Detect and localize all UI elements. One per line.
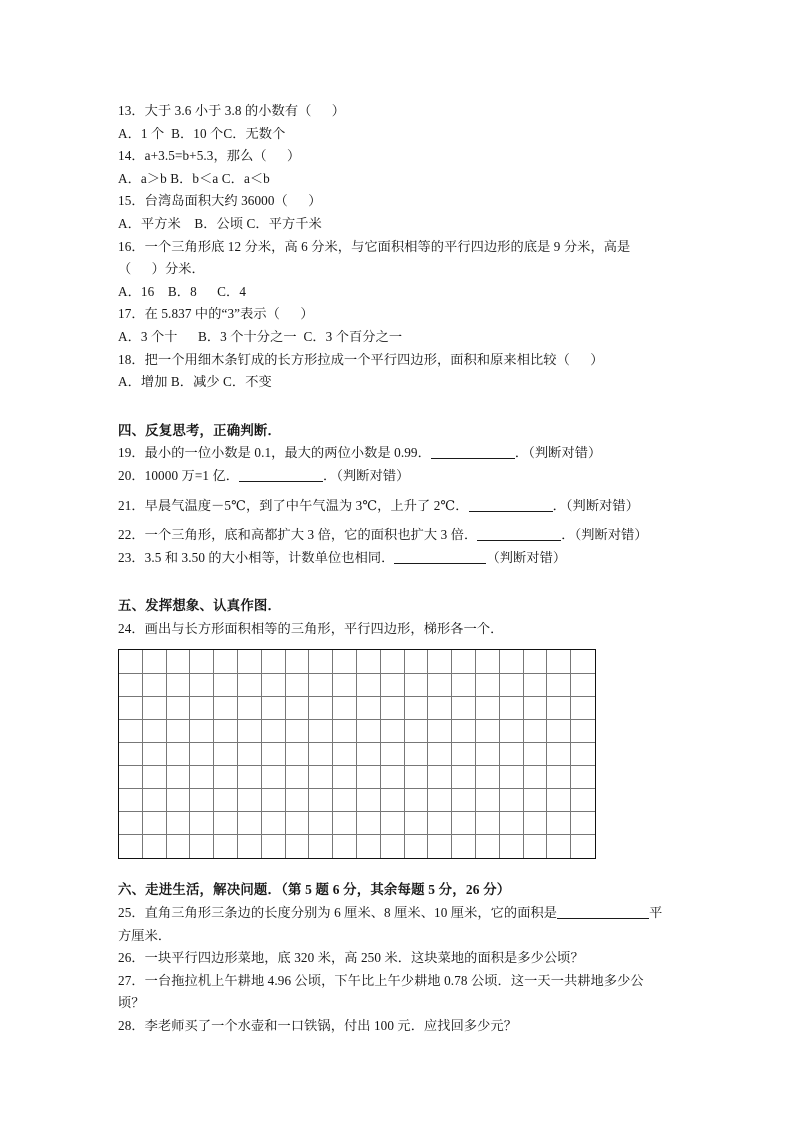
- grid-cell[interactable]: [143, 650, 167, 673]
- grid-cell[interactable]: [500, 766, 524, 789]
- question-20-suffix: ．（判断对错）: [323, 467, 410, 483]
- question-24-stem: 24．画出与长方形面积相等的三角形，平行四边形，梯形各一个．: [118, 620, 504, 636]
- grid-cell[interactable]: [405, 650, 429, 673]
- grid-cell[interactable]: [286, 789, 310, 812]
- question-18-stem: 18．把一个用细木条钉成的长方形拉成一个平行四边形，面积和原来相比较（ ）: [118, 351, 604, 367]
- grid-cell[interactable]: [262, 743, 286, 766]
- grid-cell[interactable]: [143, 789, 167, 812]
- grid-cell[interactable]: [357, 766, 381, 789]
- grid-cell[interactable]: [357, 743, 381, 766]
- question-23-suffix: （判断对错）: [486, 549, 567, 565]
- question-15-options: A．平方米 B．公顷 C．平方千米: [118, 215, 322, 231]
- grid-cell[interactable]: [452, 835, 476, 858]
- grid-cell[interactable]: [333, 835, 357, 858]
- grid-cell[interactable]: [143, 720, 167, 743]
- grid-cell[interactable]: [452, 720, 476, 743]
- grid-cell[interactable]: [428, 812, 452, 835]
- question-20-text: 20．10000 万=1 亿．: [118, 467, 240, 483]
- grid-cell[interactable]: [167, 650, 191, 673]
- grid-cell[interactable]: [500, 835, 524, 858]
- grid-cell[interactable]: [452, 697, 476, 720]
- grid-cell[interactable]: [428, 743, 452, 766]
- question-19-suffix: ．（判断对错）: [514, 445, 602, 461]
- grid-cell[interactable]: [333, 674, 357, 697]
- grid-cell[interactable]: [214, 812, 238, 835]
- grid-cell[interactable]: [476, 720, 500, 743]
- grid-cell[interactable]: [452, 812, 476, 835]
- grid-cell[interactable]: [333, 650, 357, 673]
- grid-cell[interactable]: [167, 789, 191, 812]
- grid-cell[interactable]: [333, 766, 357, 789]
- question-20: [118, 465, 675, 488]
- grid-cell[interactable]: [238, 789, 262, 812]
- grid-cell[interactable]: [500, 720, 524, 743]
- grid-cell[interactable]: [286, 674, 310, 697]
- section-five-heading: 五、发挥想象、认真作图．: [118, 598, 282, 614]
- grid-cell[interactable]: [524, 674, 548, 697]
- grid-cell[interactable]: [190, 674, 214, 697]
- grid-cell[interactable]: [262, 720, 286, 743]
- grid-cell[interactable]: [190, 835, 214, 858]
- grid-cell[interactable]: [571, 697, 595, 720]
- question-19-text: 19．最小的一位小数是 0.1，最大的两位小数是 0.99．: [118, 445, 431, 461]
- grid-cell[interactable]: [547, 766, 571, 789]
- grid-cell[interactable]: [571, 789, 595, 812]
- grid-cell[interactable]: [381, 789, 405, 812]
- grid-cell[interactable]: [524, 650, 548, 673]
- question-14-options: A．a＞b B．b＜a C．a＜b: [118, 170, 270, 186]
- grid-cell[interactable]: [428, 789, 452, 812]
- grid-cell[interactable]: [405, 720, 429, 743]
- grid-cell[interactable]: [190, 812, 214, 835]
- grid-cell[interactable]: [524, 743, 548, 766]
- spacer-q21-q22: [118, 517, 675, 524]
- drawing-grid[interactable]: [118, 649, 596, 859]
- grid-cell[interactable]: [286, 766, 310, 789]
- section-four: [118, 420, 675, 570]
- grid-cell[interactable]: [167, 697, 191, 720]
- grid-cell[interactable]: [238, 720, 262, 743]
- grid-cell[interactable]: [238, 674, 262, 697]
- grid-cell[interactable]: [309, 766, 333, 789]
- grid-cell[interactable]: [381, 766, 405, 789]
- question-25-text: 25．直角三角形三条边的长度分别为 6 厘米、8 厘米、10 厘米，它的面积是: [118, 905, 558, 921]
- answer-blank-25[interactable]: [557, 905, 649, 919]
- question-25-unit-prefix: 平: [649, 905, 663, 921]
- grid-cell[interactable]: [476, 697, 500, 720]
- grid-cell[interactable]: [238, 812, 262, 835]
- section-six-heading: 六、走进生活，解决问题．（第 5 题 6 分，其余每题 5 分，26 分）: [118, 882, 511, 898]
- grid-cell[interactable]: [286, 835, 310, 858]
- question-16-options: A．16 B．8 C．4: [118, 283, 247, 299]
- grid-cell[interactable]: [214, 789, 238, 812]
- grid-cell[interactable]: [238, 743, 262, 766]
- grid-cell[interactable]: [452, 743, 476, 766]
- grid-cell[interactable]: [357, 650, 381, 673]
- grid-cell[interactable]: [571, 743, 595, 766]
- grid-cell[interactable]: [262, 697, 286, 720]
- grid-cell[interactable]: [476, 674, 500, 697]
- grid-cell[interactable]: [547, 743, 571, 766]
- grid-cell[interactable]: [262, 674, 286, 697]
- grid-cell[interactable]: [405, 743, 429, 766]
- grid-cell[interactable]: [333, 720, 357, 743]
- grid-cell[interactable]: [381, 650, 405, 673]
- grid-cell[interactable]: [571, 835, 595, 858]
- grid-cell[interactable]: [428, 766, 452, 789]
- grid-cell[interactable]: [167, 766, 191, 789]
- spacer-q20-q21: [118, 488, 675, 495]
- grid-cell[interactable]: [262, 650, 286, 673]
- grid-cell[interactable]: [143, 835, 167, 858]
- grid-cell[interactable]: [119, 697, 143, 720]
- grid-cell[interactable]: [333, 697, 357, 720]
- grid-cell[interactable]: [190, 720, 214, 743]
- grid-cell[interactable]: [214, 650, 238, 673]
- section-four-heading: 四、反复思考，正确判断．: [118, 422, 282, 438]
- grid-cell[interactable]: [119, 789, 143, 812]
- grid-cell[interactable]: [452, 650, 476, 673]
- grid-cell[interactable]: [428, 650, 452, 673]
- grid-cell[interactable]: [405, 697, 429, 720]
- grid-cell[interactable]: [476, 789, 500, 812]
- grid-cell[interactable]: [333, 743, 357, 766]
- grid-cell[interactable]: [119, 650, 143, 673]
- grid-cell[interactable]: [262, 835, 286, 858]
- spacer-before-section-four: [118, 394, 675, 420]
- grid-cell[interactable]: [524, 789, 548, 812]
- grid-cell[interactable]: [452, 674, 476, 697]
- grid-cell[interactable]: [476, 812, 500, 835]
- question-14-stem: 14．a+3.5=b+5.3，那么（ ）: [118, 148, 301, 164]
- grid-cell[interactable]: [405, 766, 429, 789]
- grid-cell[interactable]: [524, 720, 548, 743]
- grid-cell[interactable]: [119, 812, 143, 835]
- grid-cell[interactable]: [547, 789, 571, 812]
- grid-cell[interactable]: [309, 743, 333, 766]
- grid-cell[interactable]: [286, 812, 310, 835]
- grid-cell[interactable]: [238, 697, 262, 720]
- answer-blank-21[interactable]: [469, 498, 553, 512]
- answer-blank-22[interactable]: [477, 527, 561, 541]
- grid-cell[interactable]: [119, 720, 143, 743]
- grid-cell[interactable]: [262, 812, 286, 835]
- grid-cell[interactable]: [119, 674, 143, 697]
- section-five: [118, 595, 675, 859]
- grid-cell[interactable]: [262, 766, 286, 789]
- grid-cell[interactable]: [428, 674, 452, 697]
- question-23: [118, 547, 675, 570]
- question-19: [118, 442, 675, 465]
- grid-cell[interactable]: [143, 697, 167, 720]
- grid-cell[interactable]: [357, 835, 381, 858]
- grid-cell[interactable]: [119, 743, 143, 766]
- grid-cell[interactable]: [405, 812, 429, 835]
- grid-cell[interactable]: [167, 674, 191, 697]
- grid-cell[interactable]: [428, 835, 452, 858]
- grid-cell[interactable]: [309, 720, 333, 743]
- grid-cell[interactable]: [452, 766, 476, 789]
- grid-cell[interactable]: [500, 789, 524, 812]
- question-13-options: A．1 个 B．10 个C．无数个: [118, 125, 286, 141]
- question-25-line2: 方厘米．: [118, 927, 172, 943]
- grid-cell[interactable]: [238, 766, 262, 789]
- grid-cell[interactable]: [405, 789, 429, 812]
- answer-blank-20[interactable]: [239, 468, 323, 482]
- question-27-line1: 27．一台拖拉机上午耕地 4.96 公顷，下午比上午少耕地 0.78 公顷．这一天一共耕地多少公: [118, 972, 644, 988]
- grid-cell[interactable]: [428, 697, 452, 720]
- grid-cell[interactable]: [167, 835, 191, 858]
- grid-cell[interactable]: [500, 697, 524, 720]
- grid-cell[interactable]: [381, 743, 405, 766]
- question-23-text: 23．3.5 和 3.50 的大小相等，计数单位也相同．: [118, 549, 395, 565]
- question-22-suffix: ．（判断对错）: [561, 527, 648, 543]
- grid-cell[interactable]: [571, 720, 595, 743]
- grid-cell[interactable]: [500, 743, 524, 766]
- grid-cell[interactable]: [119, 835, 143, 858]
- grid-cell[interactable]: [381, 812, 405, 835]
- grid-cell[interactable]: [333, 812, 357, 835]
- question-21-suffix: ．（判断对错）: [552, 497, 639, 513]
- grid-cell[interactable]: [286, 697, 310, 720]
- grid-cell[interactable]: [547, 720, 571, 743]
- grid-cell[interactable]: [167, 720, 191, 743]
- grid-cell[interactable]: [571, 650, 595, 673]
- multiple-choice-section: [118, 100, 675, 394]
- grid-cell[interactable]: [214, 697, 238, 720]
- grid-cell[interactable]: [119, 766, 143, 789]
- grid-cell[interactable]: [214, 835, 238, 858]
- grid-cell[interactable]: [524, 812, 548, 835]
- grid-cell[interactable]: [143, 812, 167, 835]
- question-17-stem: 17．在 5.837 中的“3”表示（ ）: [118, 306, 314, 322]
- grid-cell[interactable]: [476, 743, 500, 766]
- grid-cell[interactable]: [286, 650, 310, 673]
- answer-blank-19[interactable]: [431, 445, 515, 459]
- question-27-line2: 顷？: [118, 995, 145, 1011]
- spacer-before-section-five: [118, 569, 675, 595]
- grid-cell[interactable]: [214, 674, 238, 697]
- grid-cell[interactable]: [309, 835, 333, 858]
- grid-cell[interactable]: [167, 812, 191, 835]
- grid-cell[interactable]: [524, 835, 548, 858]
- grid-cell[interactable]: [214, 720, 238, 743]
- question-15-stem: 15．台湾岛面积大约 36000（ ）: [118, 193, 322, 209]
- question-25-line1: [118, 902, 675, 925]
- question-18-options: A．增加 B．减少 C．不变: [118, 374, 272, 390]
- grid-cell[interactable]: [167, 743, 191, 766]
- question-28: 28．李老师买了一个水壶和一口铁锅，付出 100 元．应找回多少元？: [118, 1018, 518, 1034]
- grid-cell[interactable]: [524, 697, 548, 720]
- grid-cell[interactable]: [524, 766, 548, 789]
- grid-cell[interactable]: [214, 766, 238, 789]
- spacer-before-section-six: [118, 859, 675, 879]
- grid-cell[interactable]: [190, 650, 214, 673]
- grid-cell[interactable]: [571, 812, 595, 835]
- grid-cell[interactable]: [500, 674, 524, 697]
- grid-cell[interactable]: [547, 697, 571, 720]
- grid-cell[interactable]: [476, 650, 500, 673]
- grid-cell[interactable]: [381, 697, 405, 720]
- grid-cell[interactable]: [428, 720, 452, 743]
- grid-cell[interactable]: [357, 720, 381, 743]
- grid-cell[interactable]: [333, 789, 357, 812]
- grid-cell[interactable]: [143, 743, 167, 766]
- grid-cell[interactable]: [571, 674, 595, 697]
- grid-cell[interactable]: [476, 835, 500, 858]
- grid-cell[interactable]: [190, 789, 214, 812]
- grid-cell[interactable]: [238, 835, 262, 858]
- grid-cell[interactable]: [452, 789, 476, 812]
- question-13-stem: 13．大于 3.6 小于 3.8 的小数有（ ）: [118, 103, 346, 118]
- question-22: [118, 524, 675, 547]
- grid-cell[interactable]: [500, 650, 524, 673]
- grid-cell[interactable]: [381, 720, 405, 743]
- answer-blank-23[interactable]: [394, 550, 486, 564]
- question-17-options: A．3 个十 B．3 个十分之一 C．3 个百分之一: [118, 328, 403, 344]
- grid-cell[interactable]: [357, 674, 381, 697]
- grid-cell[interactable]: [286, 720, 310, 743]
- grid-cell[interactable]: [238, 650, 262, 673]
- grid-cell[interactable]: [547, 674, 571, 697]
- grid-cell[interactable]: [190, 743, 214, 766]
- grid-cell[interactable]: [309, 650, 333, 673]
- grid-cell[interactable]: [381, 835, 405, 858]
- grid-cell[interactable]: [381, 674, 405, 697]
- question-21-text: 21．早晨气温度－5℃，到了中午气温为 3℃，上升了 2℃．: [118, 497, 469, 513]
- grid-cell[interactable]: [309, 674, 333, 697]
- grid-cell[interactable]: [143, 674, 167, 697]
- grid-cell[interactable]: [357, 812, 381, 835]
- grid-cell[interactable]: [286, 743, 310, 766]
- grid-cell[interactable]: [405, 674, 429, 697]
- grid-cell[interactable]: [309, 812, 333, 835]
- section-six: [118, 879, 675, 1037]
- grid-cell[interactable]: [405, 835, 429, 858]
- grid-cell[interactable]: [571, 766, 595, 789]
- grid-cell[interactable]: [190, 697, 214, 720]
- question-16-stem-line1: 16．一个三角形底 12 分米，高 6 分米，与它面积相等的平行四边形的底是 9 分米，高是: [118, 238, 631, 254]
- question-26: 26．一块平行四边形菜地，底 320 米，高 250 米．这块菜地的面积是多少公顷？: [118, 950, 584, 966]
- grid-cell[interactable]: [476, 766, 500, 789]
- grid-cell[interactable]: [262, 789, 286, 812]
- grid-cell[interactable]: [309, 789, 333, 812]
- grid-cell[interactable]: [214, 743, 238, 766]
- grid-cell[interactable]: [357, 697, 381, 720]
- grid-cell[interactable]: [547, 650, 571, 673]
- grid-cell[interactable]: [500, 812, 524, 835]
- question-21: [118, 495, 675, 518]
- question-22-text: 22．一个三角形，底和高都扩大 3 倍，它的面积也扩大 3 倍．: [118, 527, 478, 543]
- grid-cell[interactable]: [309, 697, 333, 720]
- grid-cell[interactable]: [547, 835, 571, 858]
- question-16-stem-line2: （ ）分米．: [118, 261, 205, 277]
- grid-cell[interactable]: [547, 812, 571, 835]
- grid-cell[interactable]: [357, 789, 381, 812]
- grid-cell[interactable]: [143, 766, 167, 789]
- grid-cell[interactable]: [190, 766, 214, 789]
